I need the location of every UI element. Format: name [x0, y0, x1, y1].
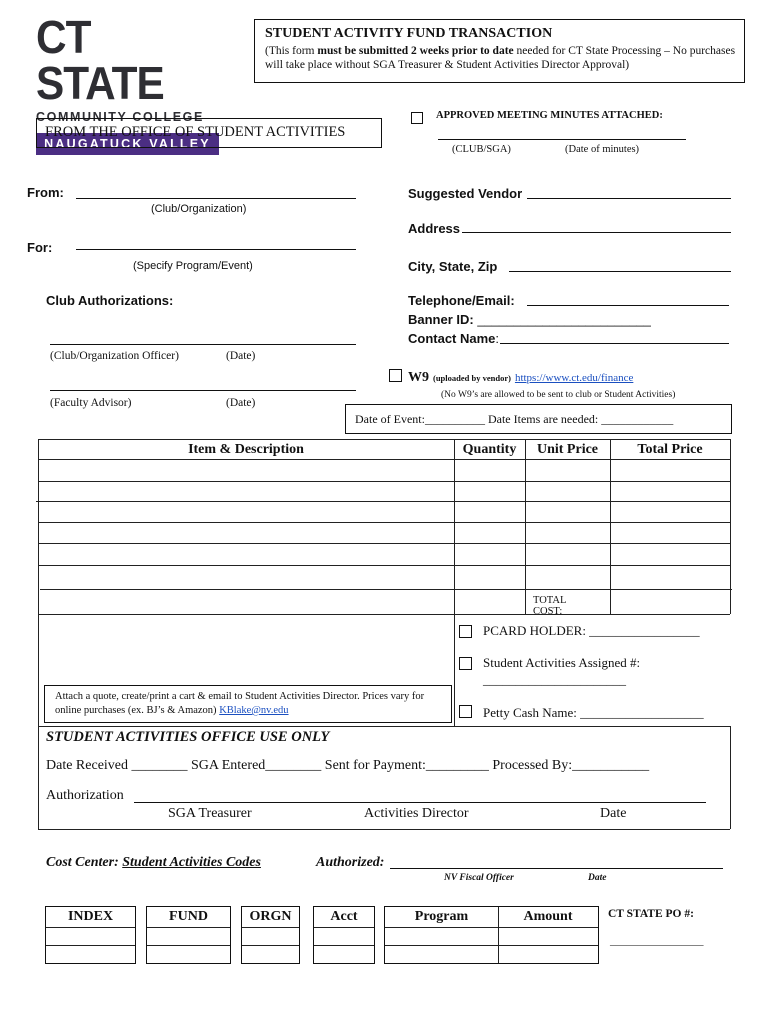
table-row[interactable] [40, 589, 732, 590]
orgn-label: ORGN [249, 909, 292, 924]
table-row[interactable] [38, 543, 730, 544]
attach-note-box [44, 685, 452, 723]
col-item-header: Item & Description [188, 442, 304, 457]
total-cost-label: TOTAL COST: [533, 595, 566, 617]
table-row[interactable] [38, 459, 730, 460]
from-line[interactable] [76, 198, 356, 199]
fiscal-officer-caption: NV Fiscal Officer [444, 873, 514, 883]
vendor-line[interactable] [527, 198, 731, 199]
officer-date-caption: (Date) [226, 350, 256, 362]
po-label: CT STATE PO #: [608, 908, 694, 920]
telephone-line[interactable] [527, 305, 729, 306]
authorized-line[interactable] [390, 868, 723, 869]
logo-subtitle: COMMUNITY COLLEGE [36, 110, 204, 124]
index-box[interactable] [45, 906, 136, 964]
pcard-checkbox[interactable] [459, 625, 472, 638]
finance-link[interactable]: https://www.ct.edu/finance [514, 372, 634, 384]
officer-line[interactable] [50, 344, 356, 345]
office-box-text: FROM THE OFFICE OF STUDENT ACTIVITIES [45, 124, 346, 140]
program-label: Program [414, 909, 469, 924]
minutes-label: APPROVED MEETING MINUTES ATTACHED: [436, 110, 663, 121]
table-row[interactable] [38, 565, 730, 566]
office-use-title: STUDENT ACTIVITIES OFFICE USE ONLY [46, 729, 330, 745]
acct-box[interactable] [313, 906, 375, 964]
contact-label: Contact Name: [408, 331, 500, 346]
student-activities-codes-link[interactable]: Student Activities Codes [122, 855, 261, 870]
table-row[interactable] [38, 522, 730, 523]
city-label: City, State, Zip [408, 259, 498, 274]
fund-box[interactable] [146, 906, 231, 964]
from-label: From: [27, 185, 64, 200]
city-line[interactable] [509, 271, 731, 272]
form-note: (This form must be submitted 2 weeks prior to date needed for CT State Processing – No purchases will take place without SGA Treasurer & Student Activities Director Approval) [265, 45, 736, 71]
office-date-label: Date [600, 806, 627, 821]
w9-label: W9 [408, 370, 429, 385]
assigned-checkbox[interactable] [459, 657, 472, 670]
contact-line[interactable] [500, 343, 729, 344]
minutes-club-caption: (CLUB/SGA) [452, 144, 511, 155]
program-box[interactable] [384, 906, 599, 964]
table-row[interactable] [38, 481, 730, 482]
authorization-label: Authorization [46, 788, 124, 803]
attach-note: Attach a quote, create/print a cart & email to Student Activities Director. Prices vary for online purchases (ex. BJ’s & Amazon) KBlake@nv.edu [55, 691, 425, 716]
w9-small: (uploaded by vendor) [433, 373, 511, 383]
form-title: STUDENT ACTIVITY FUND TRANSACTION [265, 26, 553, 41]
dates-box [345, 404, 732, 434]
vendor-label: Suggested Vendor [408, 186, 523, 201]
fund-label: FUND [169, 909, 208, 924]
petty-cash-checkbox[interactable] [459, 705, 472, 718]
minutes-club-line[interactable] [438, 139, 686, 140]
banner-blank[interactable]: ________________________ [477, 312, 651, 327]
orgn-box[interactable] [241, 906, 300, 964]
w9-note: (No W9’s are allowed to be sent to club or Student Activities) [441, 390, 676, 400]
col-quantity-header: Quantity [462, 442, 517, 457]
w9-checkbox[interactable] [389, 369, 402, 382]
for-caption: (Specify Program/Event) [133, 260, 253, 272]
activities-director-label: Activities Director [364, 806, 469, 821]
advisor-line[interactable] [50, 390, 356, 391]
advisor-caption: (Faculty Advisor) [50, 397, 132, 409]
telephone-label: Telephone/Email: [408, 293, 515, 308]
header-box [254, 19, 745, 83]
acct-label: Acct [330, 909, 358, 924]
authorization-line[interactable] [134, 802, 706, 803]
logo-campus-band: NAUGATUCK VALLEY [36, 133, 219, 155]
dates-text[interactable]: Date of Event:__________ Date Items are needed: ____________ [355, 412, 674, 426]
cost-center: Cost Center: Student Activities Codes [46, 855, 261, 870]
club-auth-label: Club Authorizations: [46, 293, 174, 308]
banner-label: Banner ID: ________________________ [408, 312, 651, 327]
office-use-row[interactable]: Date Received ________ SGA Entered________ Sent for Payment:_________ Processed By:___________ [46, 758, 650, 773]
fiscal-date-caption: Date [588, 873, 607, 883]
petty-cash-label[interactable]: Petty Cash Name: ___________________ [483, 705, 704, 720]
logo-title: CT STATE [36, 11, 164, 109]
for-line[interactable] [76, 249, 356, 250]
assigned-blank[interactable]: ______________________ [483, 672, 626, 687]
po-blank[interactable]: _________________ [610, 935, 704, 947]
col-total-header: Total Price [637, 442, 703, 457]
address-line[interactable] [462, 232, 731, 233]
table-row[interactable] [36, 501, 730, 502]
pcard-label[interactable]: PCARD HOLDER: _________________ [483, 623, 700, 638]
address-label: Address [408, 221, 461, 236]
col-unit-header: Unit Price [536, 442, 599, 457]
w9-row [408, 368, 633, 386]
minutes-checkbox[interactable] [411, 112, 423, 124]
office-box [36, 118, 382, 148]
amount-label: Amount [523, 909, 573, 924]
assigned-label: Student Activities Assigned #: [483, 655, 641, 670]
director-email-link[interactable]: KBlake@nv.edu [219, 705, 289, 716]
sga-treasurer-label: SGA Treasurer [168, 806, 252, 821]
index-label: INDEX [67, 909, 114, 924]
authorized-label: Authorized: [316, 855, 385, 870]
from-caption: (Club/Organization) [151, 203, 247, 215]
for-label: For: [27, 240, 53, 255]
officer-caption: (Club/Organization Officer) [50, 350, 179, 362]
minutes-date-caption: (Date of minutes) [565, 144, 640, 155]
advisor-date-caption: (Date) [226, 397, 256, 409]
